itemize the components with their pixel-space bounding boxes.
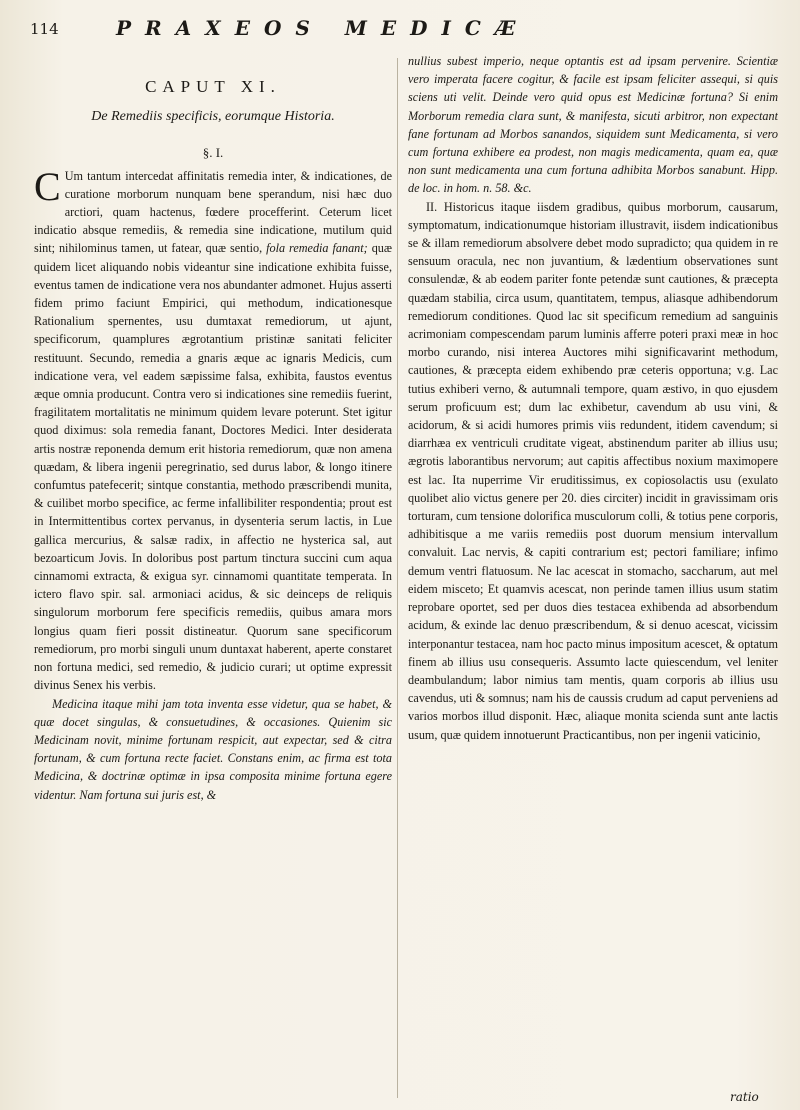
right-column: [408, 52, 778, 1100]
chapter-subtitle: De Remediis specificis, eorumque Historia.: [91, 109, 335, 125]
running-title: PRAXEOS MEDICÆ: [116, 16, 530, 40]
quote-continued-text: nullius subest imperio, neque optantis est ad ipsam pervenire. Scientiæ vero imperata facere cogitur, & facile est ipsam feliciter assequi, si quis sciens uti velit. Deinde vero quid opus est Medicinæ fortuna? Si enim Morborum remedia clara sunt, & manifesta, sicuti arbitror, non expectant fane fortunam ad Morbos sanandos, siquidem sunt Medicamenta, si vero cum fortuna exhibere ea prodest, non magis medicamenta, quam ea, quæ non sunt medicamenta una cum fortuna adhibita Morbos sanabunt.: [408, 54, 778, 178]
hippocrates-quote: Medicina itaque mihi jam tota inventa esse videtur, qua se habet, & quæ docet singulas, & consuetudines, & occasiones. Quienim sic Medicinam novit, minime fortunam respicit, aut expectar, sed & citra fortunam, & cum fortuna recte faciet. Constans enim, ac firma est tota Medicina, & doctrinæ optimæ in ipsa composita minime fortuna egere videntur. Nam fortuna sui juris est, &: [34, 696, 392, 802]
running-head: [28, 16, 780, 46]
paragraph-1: [34, 163, 392, 695]
paragraph-2: II. Historicus itaque iisdem gradibus, quibus morborum, causarum, symptomatum, indicationumque historiam illustravit, iisdem indicationibus se & illam remediorum absolvere debet modo supradicto; qua quidem in re sensuum oracula, nec non juvantium, & lædentium observationes sunt consulendæ, & ab eodem pariter fonte petendæ sunt cautiones, & præcepta quædam stabilia, circa usum, quantitatem, tempus, aliasque adhibendorum remediorum conditiones. Quod lac sit specificum remedium ad sanguinis acrimoniam compescendam parum luminis afferre poteri praxi meæ in hoc morbo curando, nisi interea Auctores mihi significavarint methodum, cautiones, & præcepta eidem exhibendo præ ceteris opportuna; v.g. Lac tutius exhiberi verno, & autumnali tempore, quam æstivo, in quo ejusdem serum proficuum est; dum lac exhibetur, cavendum ab usu vini, & acidorum, & si acidi humores primis viis redundent, itidem cavendum; si diarrhæa ex ventriculi cruditate vigeat, abstinendum pariter ab illius usu; ægrotis laborantibus nervorum; aut capitis affectibus noxium maximopere est lac. Ita nuperrime Vir eruditissimus, ex copiosolactis usu (exulato quolibet alio victus genere per 20. dies circiter) incidit in gravissimam oris torturam, cum tensione dolorifica musculorum colli, & totius pene corporis, adhibitisque a me variis remediis post duorum mensium intervallum convaluit. Lac nervis, & capiti contrarium est; pectori familiare; infimo demum ventri flatuosum. Ne lac acescat in stomacho, saccharum, aut mel eidem misceto; Et quamvis acescat, non perinde tamen illius usum statim reprobare oportet, sed per duos dies testacea exhibenda ad absorbendum acidum, & exinde lac denuo præscribendum, & si denuo acescat, vicissim interponantur testacea, nam hoc pacto minus impositum acescet, & optatum finem ab illius usu consequeris. Assumto lacte quiescendum, vel leniter deambulandum; labor nimius tam mentis, quam corporis ab illius usu cavendus, uti & somnus; nam his de caussis crudum ad caput perveniens ad varios morbos illud disponit. Hæc, aliaque monita scienda sunt ante lactis usum, quæ quidem innotuerunt Practicantibus, non per ingenii vaticinio,: [408, 199, 778, 742]
paragraph-1-italic: fola remedia fanant;: [266, 241, 368, 256]
paragraph-1-text: Um tantum intercedat affinitatis remedia inter, & indicationes, de curatione morborum nunquam bene sperandum, nisi hæc duo arctiori, quam hactenus, fœdere procefferint. Ceterum licet indicatio absque remediis, & remedia sine indicatione, mutilum quid sint; nihilominus tamen, ut fatear, quæ sentio,: [34, 168, 392, 256]
hippocrates-quote-continued: [408, 52, 778, 198]
catchword: ratio: [730, 1090, 759, 1104]
column-divider: [397, 58, 398, 1098]
citation: Hipp. de loc. in hom. n. 58. &c.: [408, 163, 778, 196]
paragraph-1-continued: quæ quidem licet aliquando nobis videantur sine indicatione exhibita fuisse, eventus tamen de indicatione vera nos abundanter admonet. Hujus asserti fidem primo faciunt Empirici, qui methodum, indicationesque Rationalium spernentes, usu dumtaxat remediorum, ut ajunt, specificorum, quamplures ægrotantium pristinæ sanitati feliciter restituunt. Secundo, remedia a gnaris æque ac ignaris Medicis, cum indicatione vera, vel eadem sæpissime falsa, exhibita, faustos eventus æque omnia producunt. Contra vero si indicationes sine remediis fuerint, fragilitatem mortalitatis ne minimum quidem levare poterunt. Stet igitur quod diximus: sola remedia fanant, Doctores Medici. Inter desiderata artis nostræ reponenda demum erit historia remediorum, quæ non amena quædam, & libera ingenii peregrinatio, sed durus labor, & longo itinere confumtus patefecerit; sintque constantia, methodo præscribendi munita, & cuilibet morbo specifice, ac ferme infallibiliter respondentia; prout est in Intermittentibus cortex pervanus, in dysenteria serum lactis, in Lue gallica mercurius, & salsæ radix, in affectio ne hysterica sal, aut bezoarticum Jovis. In doloribus post partum tinctura succini cum aqua cinnamomi extracta, & exigua syr. cinnamomi quantitate temperata. In ictero flavo spir. sal. armoniaci acidus, & sic deinceps de reliquis singulorum morborum fere specificis remediis, quibus amara mors longius quam fieri possit distineatur. Quorum sane specificorum remediorum, pro morbi singuli unum duntaxat haberent, aperte constaret non fortuna medici, sed remedio, & judicio curari; ut optime expressit divinus Senex his verbis.: [34, 241, 392, 693]
drop-cap: C: [34, 163, 61, 209]
page-number: 114: [30, 20, 59, 38]
left-column: [34, 52, 392, 1100]
chapter-title: CAPUT XI.: [145, 77, 281, 96]
section-mark: §. I.: [202, 145, 224, 161]
